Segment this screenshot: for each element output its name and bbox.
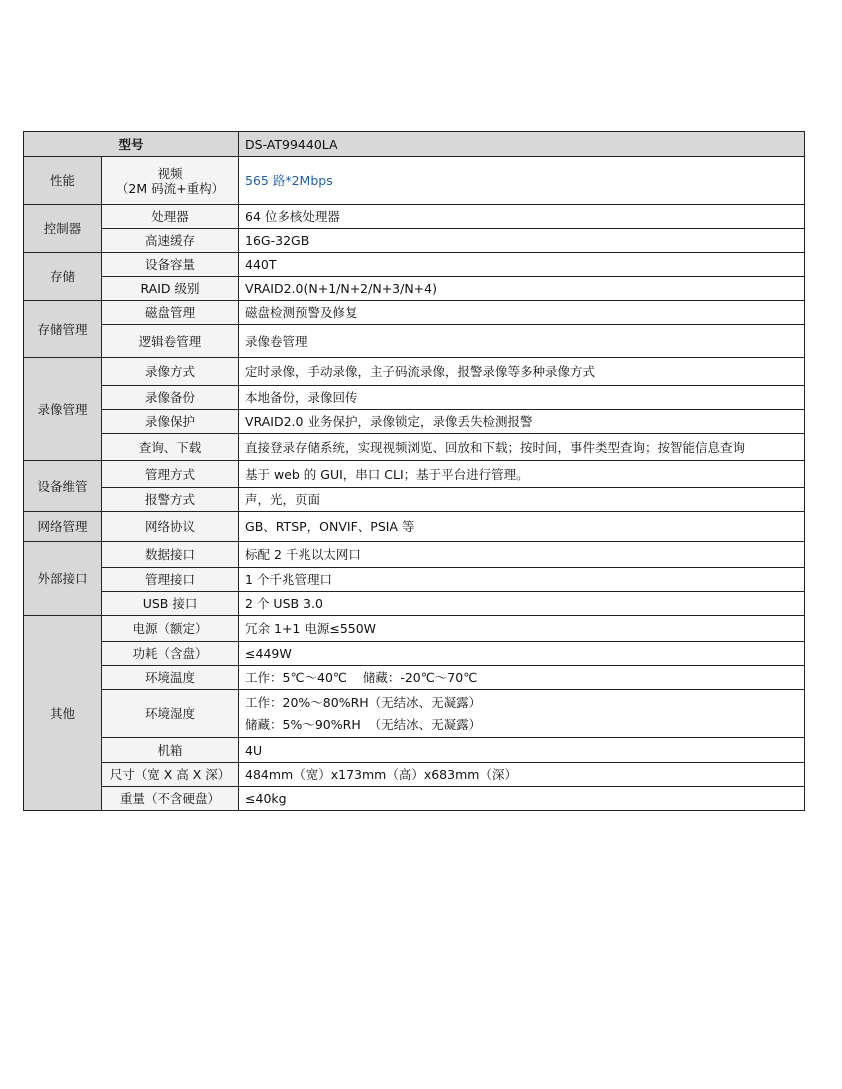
spec-label: 尺寸（宽 X 高 X 深） <box>102 763 239 787</box>
spec-label: 重量（不含硬盘） <box>102 787 239 811</box>
spec-label: 功耗（含盘） <box>102 642 239 666</box>
spec-value: 磁盘检测预警及修复 <box>239 301 805 325</box>
spec-value: 484mm（宽）x173mm（高）x683mm（深） <box>239 763 805 787</box>
table-row <box>24 738 805 763</box>
table-row <box>24 763 805 787</box>
table-row <box>24 325 805 358</box>
spec-label: 逻辑卷管理 <box>102 325 239 358</box>
model-label: 型号 <box>24 132 239 157</box>
spec-label: 环境温度 <box>102 666 239 690</box>
category-controller: 控制器 <box>24 205 102 253</box>
spec-value: 录像卷管理 <box>239 325 805 358</box>
table-row <box>24 205 805 229</box>
spec-table <box>23 131 805 811</box>
table-row <box>24 592 805 616</box>
table-row <box>24 253 805 277</box>
spec-value: 565 路*2Mbps <box>239 157 805 205</box>
spec-label: 录像方式 <box>102 358 239 386</box>
model-value: DS-AT99440LA <box>239 132 805 157</box>
spec-label: 录像备份 <box>102 386 239 410</box>
table-row <box>24 229 805 253</box>
spec-label: 设备容量 <box>102 253 239 277</box>
table-row <box>24 666 805 690</box>
spec-value: 基于 web 的 GUI，串口 CLI；基于平台进行管理。 <box>239 461 805 488</box>
table-row <box>24 568 805 592</box>
category-external-ports: 外部接口 <box>24 542 102 616</box>
spec-label: 磁盘管理 <box>102 301 239 325</box>
table-row <box>24 386 805 410</box>
table-row <box>24 410 805 434</box>
spec-value: ≤449W <box>239 642 805 666</box>
category-performance: 性能 <box>24 157 102 205</box>
spec-label: RAID 级别 <box>102 277 239 301</box>
spec-value: 标配 2 千兆以太网口 <box>239 542 805 568</box>
spec-value: 4U <box>239 738 805 763</box>
spec-label-line: 视频 <box>157 165 183 181</box>
spec-value: 工作：5℃～40℃ 储藏：-20℃～70℃ <box>239 666 805 690</box>
spec-label: 网络协议 <box>102 512 239 542</box>
spec-value <box>239 690 805 738</box>
table-row <box>24 787 805 811</box>
spec-value: 1 个千兆管理口 <box>239 568 805 592</box>
spec-label: 录像保护 <box>102 410 239 434</box>
category-storage-management: 存储管理 <box>24 301 102 358</box>
spec-label <box>102 157 239 205</box>
spec-value-line: 储藏：5%～90%RH （无结冰、无凝露） <box>245 717 482 732</box>
category-other: 其他 <box>24 616 102 811</box>
spec-label: 查询、下载 <box>102 434 239 461</box>
category-recording-management: 录像管理 <box>24 358 102 461</box>
table-row <box>24 157 805 205</box>
spec-label: 管理方式 <box>102 461 239 488</box>
spec-value: 直接登录存储系统，实现视频浏览、回放和下载；按时间，事件类型查询；按智能信息查询 <box>239 434 805 461</box>
spec-label: 报警方式 <box>102 488 239 512</box>
category-storage: 存储 <box>24 253 102 301</box>
table-row <box>24 542 805 568</box>
spec-label: 数据接口 <box>102 542 239 568</box>
category-device-maintenance: 设备维管 <box>24 461 102 512</box>
spec-label: 管理接口 <box>102 568 239 592</box>
table-row <box>24 642 805 666</box>
spec-value-line: 工作：20%～80%RH（无结冰、无凝露） <box>245 695 482 710</box>
spec-label: 电源（额定） <box>102 616 239 642</box>
spec-value: ≤40kg <box>239 787 805 811</box>
table-row <box>24 434 805 461</box>
table-row <box>24 461 805 488</box>
spec-value: 本地备份，录像回传 <box>239 386 805 410</box>
spec-label: 环境湿度 <box>102 690 239 738</box>
spec-value: 2 个 USB 3.0 <box>239 592 805 616</box>
spec-label: 高速缓存 <box>102 229 239 253</box>
table-row <box>24 690 805 738</box>
table-row <box>24 277 805 301</box>
spec-label-line: （2M 码流+重构） <box>115 180 225 196</box>
spec-value: 64 位多核处理器 <box>239 205 805 229</box>
spec-value: 16G-32GB <box>239 229 805 253</box>
table-row <box>24 616 805 642</box>
table-row <box>24 488 805 512</box>
spec-value: 440T <box>239 253 805 277</box>
spec-value: VRAID2.0 业务保护，录像锁定，录像丢失检测报警 <box>239 410 805 434</box>
spec-value: GB、RTSP，ONVIF、PSIA 等 <box>239 512 805 542</box>
spec-label: 机箱 <box>102 738 239 763</box>
table-row <box>24 358 805 386</box>
spec-value: 定时录像，手动录像，主子码流录像，报警录像等多种录像方式 <box>239 358 805 386</box>
spec-value: 冗余 1+1 电源≤550W <box>239 616 805 642</box>
spec-label: USB 接口 <box>102 592 239 616</box>
spec-label: 处理器 <box>102 205 239 229</box>
spec-value: VRAID2.0(N+1/N+2/N+3/N+4) <box>239 277 805 301</box>
category-network-management: 网络管理 <box>24 512 102 542</box>
table-row <box>24 512 805 542</box>
spec-value: 声，光，页面 <box>239 488 805 512</box>
table-header-row <box>24 132 805 157</box>
table-row <box>24 301 805 325</box>
